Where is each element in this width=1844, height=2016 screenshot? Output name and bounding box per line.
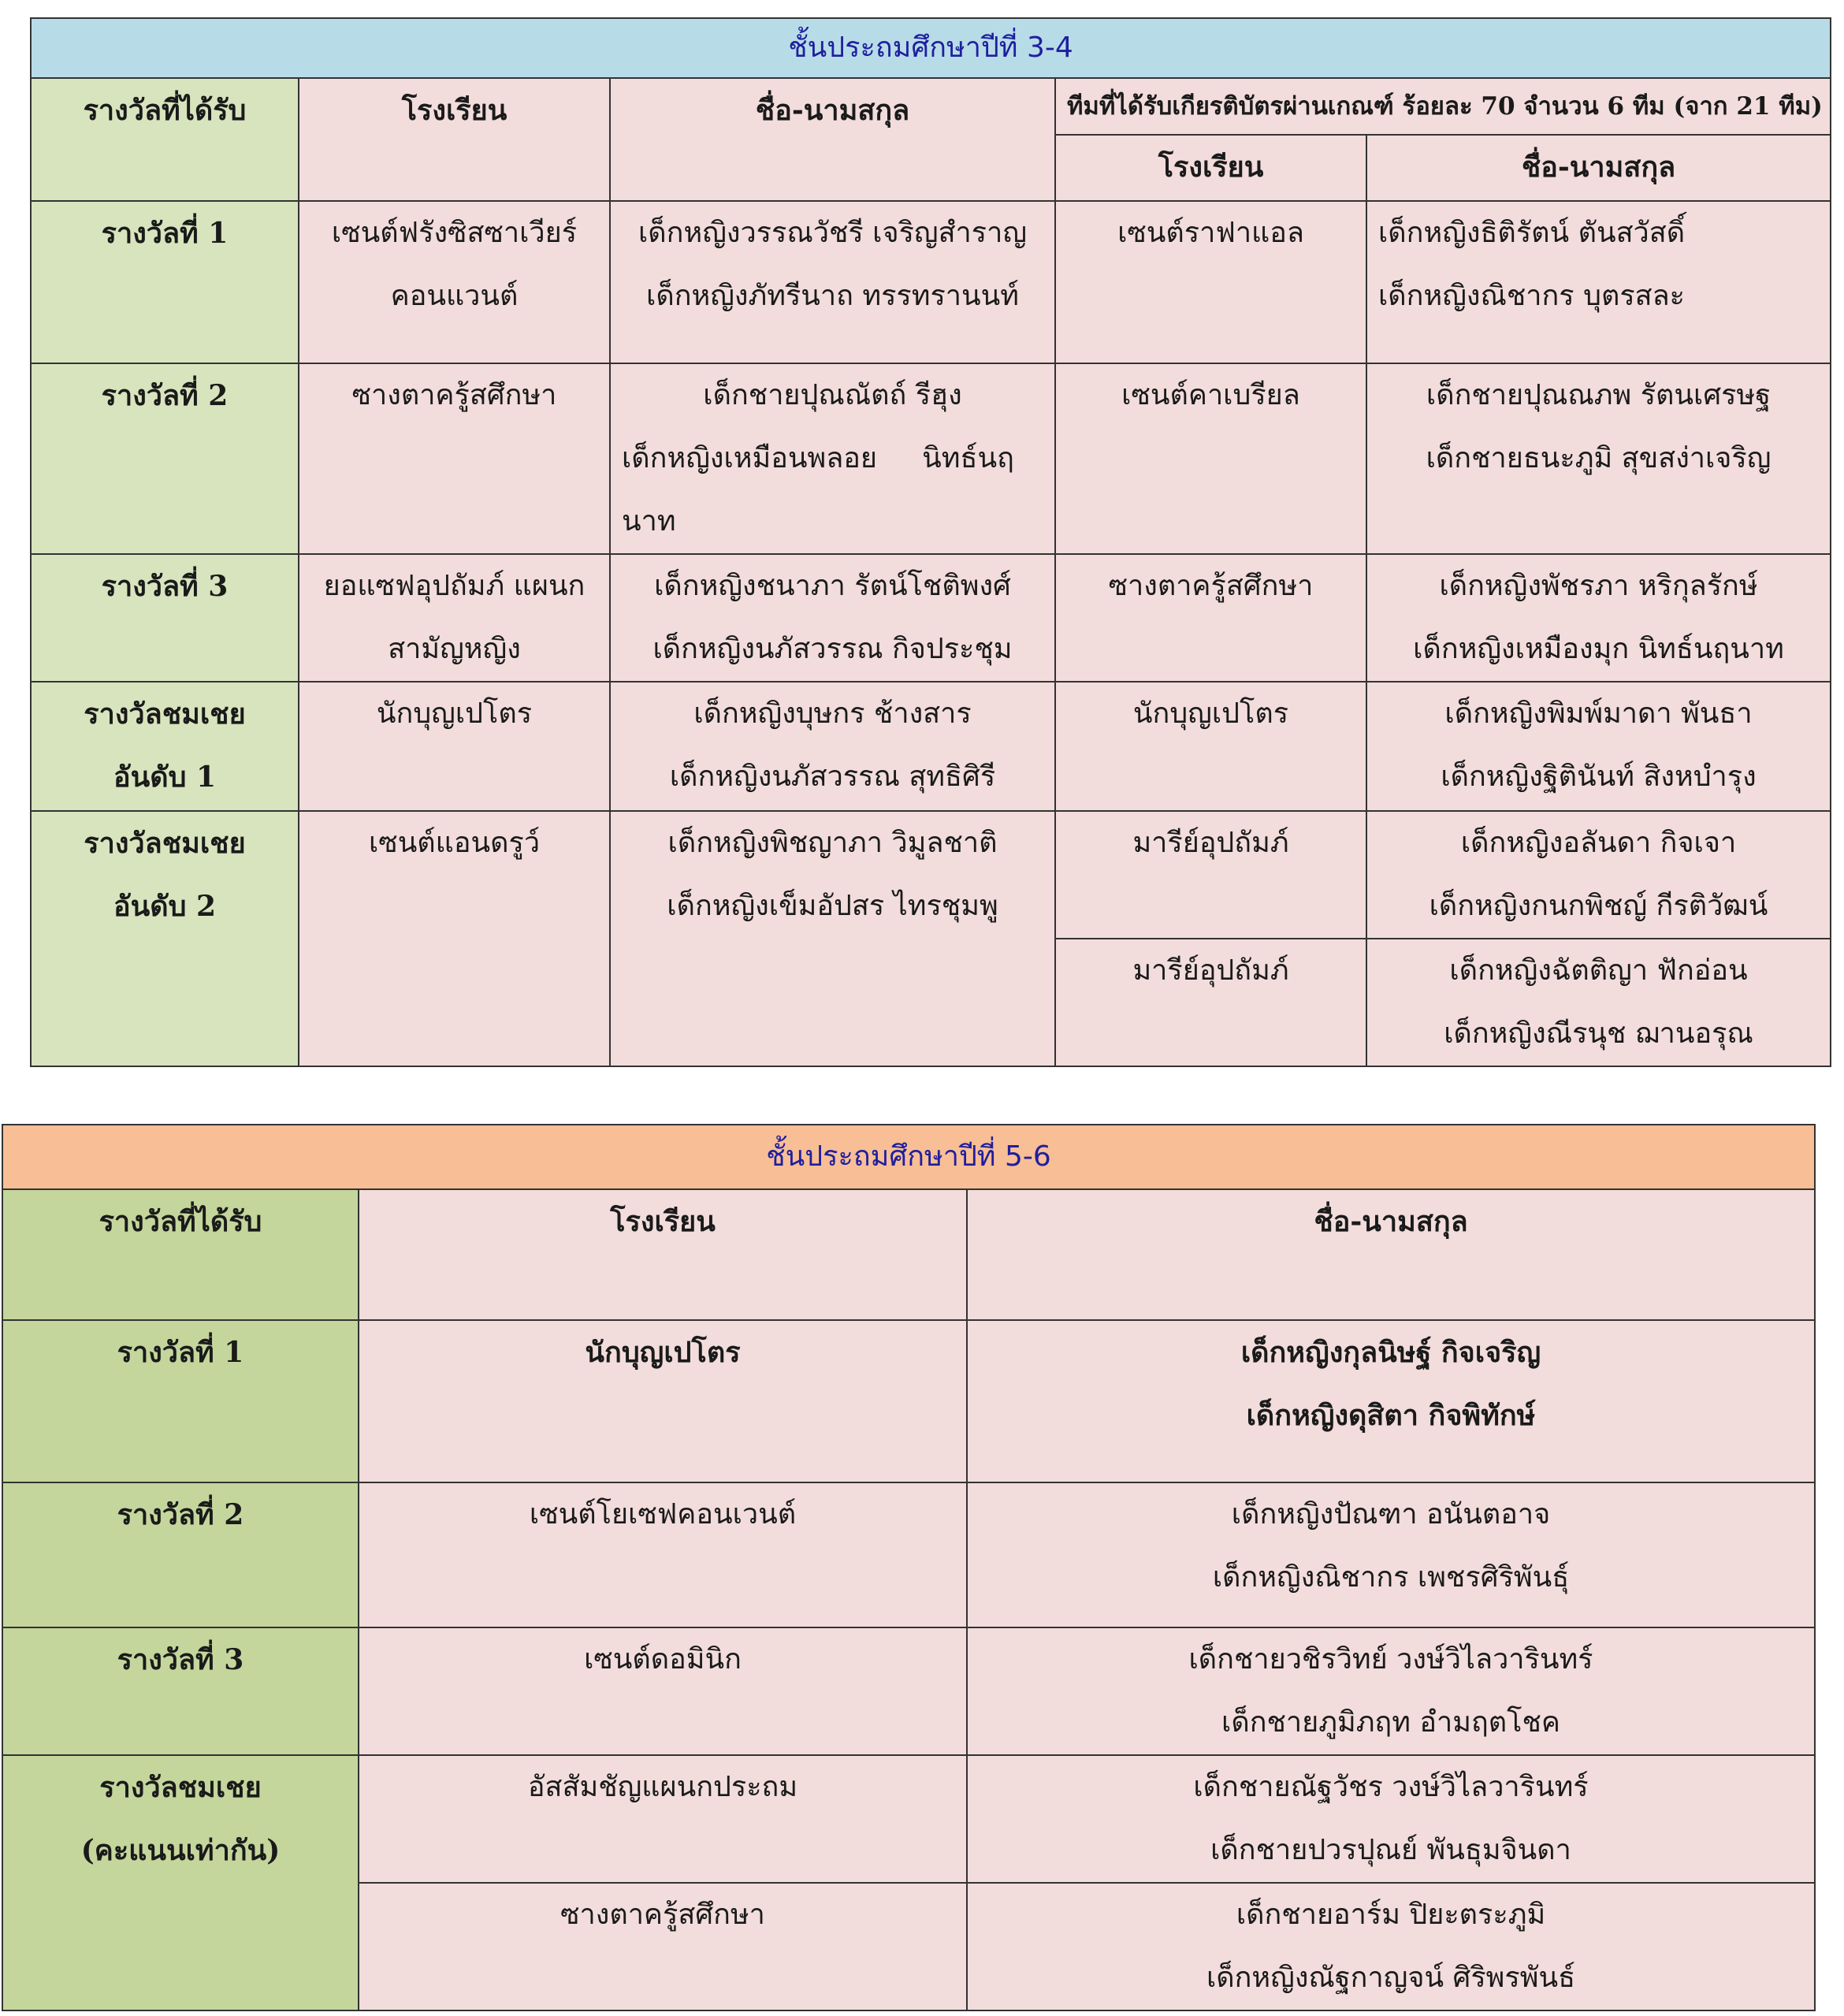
cert-names-cell bbox=[1366, 682, 1831, 811]
header-cert-school: โรงเรียน bbox=[1055, 135, 1366, 201]
student-name: เด็กหญิงพิชญาภา วิมูลชาติ bbox=[667, 827, 998, 859]
student-name: เด็กหญิงปัณฑา อนันตอาจ bbox=[1231, 1498, 1551, 1531]
student-name: เด็กหญิงภัทรีนาถ ทรรทรานนท์ bbox=[646, 280, 1019, 312]
header-name: ชื่อ-นามสกุล bbox=[967, 1189, 1815, 1320]
names-cell bbox=[610, 682, 1055, 811]
student-name: เด็กหญิงณิชากร เพชรศิริพันธุ์ bbox=[1212, 1561, 1570, 1594]
school-cell: ซางตาครู้สศึกษา bbox=[359, 1883, 967, 2010]
table-row bbox=[31, 682, 1831, 811]
header-certificate-group: ทีมที่ได้รับเกียรติบัตรผ่านเกณฑ์ ร้อยละ 70 จำนวน 6 ทีม (จาก 21 ทีม) bbox=[1055, 78, 1831, 135]
cert-names-cell bbox=[1366, 363, 1831, 554]
cert-school-cell: เซนต์ราฟาแอล bbox=[1055, 201, 1366, 363]
names-cell bbox=[610, 201, 1055, 363]
student-name: เด็กหญิงเหมือนพลอย นิทธ์นฤ bbox=[622, 442, 1014, 474]
student-name: เด็กหญิงกุลนิษฐ์ กิจเจริญ bbox=[1240, 1336, 1541, 1369]
student-name: เด็กหญิงณัฐกาญจน์ ศิริพรพันธ์ bbox=[1206, 1962, 1576, 1994]
table-row bbox=[2, 1627, 1815, 1755]
names-cell bbox=[610, 363, 1055, 554]
award-label: รางวัลที่ 2 bbox=[117, 1498, 244, 1531]
student-name: เด็กชายภูมิภฤท อำมฤตโชค bbox=[1221, 1706, 1560, 1739]
school-cell bbox=[299, 201, 610, 363]
student-name: เด็กชายอาร์ม ปิยะตระภูมิ bbox=[1236, 1899, 1546, 1931]
school-cell bbox=[299, 682, 610, 811]
student-name: เด็กหญิงณีรนุช ฌานอรุณ bbox=[1444, 1017, 1753, 1050]
table-title: ชั้นประถมศึกษาปีที่ 3-4 bbox=[31, 18, 1831, 78]
header-award: รางวัลที่ได้รับ bbox=[2, 1189, 359, 1320]
student-name: เด็กหญิงกนกพิชญ์ กีรติวัฒน์ bbox=[1429, 890, 1768, 922]
student-name: เด็กหญิงวรรณวัชรี เจริญสำราญ bbox=[638, 217, 1027, 249]
table-row bbox=[2, 1482, 1815, 1627]
names-cell bbox=[967, 1883, 1815, 2010]
student-name: เด็กหญิงเข็มอัปสร ไทรชุมพู bbox=[667, 890, 998, 922]
cert-school-cell: นักบุญเปโตร bbox=[1055, 682, 1366, 811]
table-row bbox=[31, 201, 1831, 363]
header-school: โรงเรียน bbox=[299, 78, 610, 201]
cert-names-cell bbox=[1366, 811, 1831, 939]
school-cell: นักบุญเปโตร bbox=[359, 1320, 967, 1482]
school-cell bbox=[299, 811, 610, 1066]
table-grade-3-4 bbox=[30, 17, 1831, 1067]
student-name: เด็กหญิงธิติรัตน์ ตันสวัสดิ์ bbox=[1378, 217, 1686, 249]
cert-school-cell: เซนต์คาเบรียล bbox=[1055, 363, 1366, 554]
student-name: เด็กชายปุณณภพ รัตนเศรษฐ bbox=[1426, 379, 1772, 411]
school-line: ยอแซฟอุปถัมภ์ แผนก bbox=[323, 570, 586, 602]
student-name: เด็กหญิงชนาภา รัตน์โชติพงศ์ bbox=[654, 570, 1011, 602]
school-line: ซางตาครู้สศึกษา bbox=[351, 379, 557, 411]
award-cell bbox=[2, 1320, 359, 1482]
table-grade-5-6 bbox=[2, 1124, 1816, 2011]
student-name: เด็กหญิงพัชรภา หริกุลรักษ์ bbox=[1439, 570, 1758, 602]
award-label: รางวัลชมเชย bbox=[99, 1771, 262, 1804]
award-cell bbox=[2, 1627, 359, 1755]
names-cell bbox=[610, 554, 1055, 682]
award-cell bbox=[31, 201, 299, 363]
student-name: เด็กหญิงเหมืองมุก นิทธ์นฤนาท bbox=[1413, 633, 1784, 665]
student-name: เด็กชายวชิรวิทย์ วงษ์วิไลวารินทร์ bbox=[1188, 1643, 1593, 1676]
award-cell bbox=[2, 1482, 359, 1627]
student-name: เด็กหญิงณิชากร บุตรสละ bbox=[1378, 280, 1686, 312]
table-row bbox=[31, 811, 1831, 939]
table-title: ชั้นประถมศึกษาปีที่ 5-6 bbox=[2, 1125, 1815, 1189]
school-cell: อัสสัมชัญแผนกประถม bbox=[359, 1755, 967, 1883]
award-cell bbox=[31, 363, 299, 554]
student-name: เด็กชายปุณณัตถ์ รีฮุง bbox=[703, 379, 962, 411]
student-name-continued: นาท bbox=[622, 505, 676, 537]
school-cell bbox=[299, 363, 610, 554]
cert-school-cell: มารีย์อุปถัมภ์ bbox=[1055, 811, 1366, 939]
names-cell bbox=[967, 1627, 1815, 1755]
award-label: รางวัลชมเชย bbox=[84, 697, 246, 731]
school-line: เซนต์ฟรังซิสซาเวียร์ bbox=[331, 217, 578, 249]
table-row bbox=[2, 1320, 1815, 1482]
school-cell: เซนต์โยเซฟคอนเวนต์ bbox=[359, 1482, 967, 1627]
school-cell bbox=[299, 554, 610, 682]
award-cell bbox=[2, 1755, 359, 2010]
student-name: เด็กหญิงอลันดา กิจเจา bbox=[1460, 827, 1737, 859]
header-award: รางวัลที่ได้รับ bbox=[31, 78, 299, 201]
cert-names-cell bbox=[1366, 201, 1831, 363]
student-name: เด็กหญิงดุสิตา กิจพิทักษ์ bbox=[1246, 1399, 1536, 1432]
header-cert-name: ชื่อ-นามสกุล bbox=[1366, 135, 1831, 201]
student-name: เด็กชายปวรปุณย์ พันธุมจินดา bbox=[1210, 1834, 1571, 1866]
student-name: เด็กชายธนะภูมิ สุขสง่าเจริญ bbox=[1426, 442, 1772, 474]
student-name: เด็กชายณัฐวัชร วงษ์วิไลวารินทร์ bbox=[1193, 1771, 1589, 1803]
names-cell bbox=[967, 1755, 1815, 1883]
names-cell bbox=[967, 1482, 1815, 1627]
award-cell bbox=[31, 811, 299, 1066]
school-line: คอนแวนต์ bbox=[390, 280, 519, 312]
student-name: เด็กหญิงบุษกร ช้างสาร bbox=[693, 697, 972, 730]
header-name: ชื่อ-นามสกุล bbox=[610, 78, 1055, 201]
award-label: รางวัลที่ 1 bbox=[101, 217, 229, 250]
table-row bbox=[31, 554, 1831, 682]
award-label: รางวัลที่ 3 bbox=[101, 570, 229, 603]
award-label: รางวัลชมเชย bbox=[84, 827, 246, 860]
table-row bbox=[31, 363, 1831, 554]
cert-names-cell bbox=[1366, 939, 1831, 1066]
student-name: เด็กหญิงนภัสวรรณ กิจประชุม bbox=[652, 633, 1013, 665]
school-line: สามัญหญิง bbox=[388, 633, 521, 665]
award-label: รางวัลที่ 3 bbox=[117, 1643, 244, 1676]
award-label: อันดับ 2 bbox=[113, 890, 217, 923]
names-cell bbox=[967, 1320, 1815, 1482]
award-label: รางวัลที่ 2 bbox=[101, 379, 229, 412]
award-cell bbox=[31, 682, 299, 811]
header-school: โรงเรียน bbox=[359, 1189, 967, 1320]
student-name: เด็กหญิงฐิตินันท์ สิงหบำรุง bbox=[1441, 761, 1757, 793]
award-label: รางวัลที่ 1 bbox=[117, 1336, 244, 1369]
cert-names-cell bbox=[1366, 554, 1831, 682]
award-label: (คะแนนเท่ากัน) bbox=[80, 1834, 281, 1867]
student-name: เด็กหญิงพิมพ์มาดา พันธา bbox=[1444, 697, 1753, 730]
cert-school-cell: ซางตาครู้สศึกษา bbox=[1055, 554, 1366, 682]
cert-school-cell: มารีย์อุปถัมภ์ bbox=[1055, 939, 1366, 1066]
school-line: นักบุญเปโตร bbox=[376, 697, 533, 730]
table-row bbox=[2, 1755, 1815, 1883]
school-line: เซนต์แอนดรูว์ bbox=[368, 827, 541, 859]
student-name: เด็กหญิงฉัตติญา ฟักอ่อน bbox=[1449, 954, 1748, 987]
award-cell bbox=[31, 554, 299, 682]
names-cell bbox=[610, 811, 1055, 1066]
student-name: เด็กหญิงนภัสวรรณ สุทธิศิรี bbox=[669, 761, 996, 793]
award-label: อันดับ 1 bbox=[113, 761, 217, 794]
school-cell: เซนต์ดอมินิก bbox=[359, 1627, 967, 1755]
